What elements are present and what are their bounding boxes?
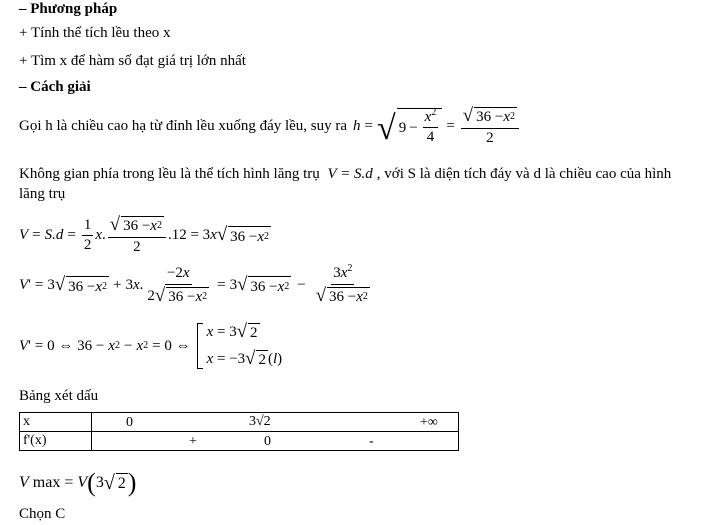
table-label-x: x xyxy=(20,413,92,432)
h-text: Gọi h là chiều cao hạ từ đỉnh lều xuống đáy lều, suy ra xyxy=(19,118,348,135)
table-values-x: 0 3√2 +∞ xyxy=(92,413,459,432)
v-max: V max = V ( 3 √ 2 ) xyxy=(19,468,137,497)
table-row xyxy=(20,432,459,451)
h-frac: √ 36 − x 2 2 xyxy=(461,107,519,147)
sign-table xyxy=(19,412,459,451)
table-title: Bảng xét dấu xyxy=(19,388,99,404)
h-sqrt: √ 9 − $\frac{x^2}{4}$ xyxy=(377,108,442,147)
v-text-1: Không gian phía trong lều là thể tích hình lăng trụ xyxy=(19,166,320,182)
heading-method: – Phương pháp xyxy=(19,1,118,17)
table-values-fprime: + 0 - xyxy=(92,432,459,451)
table-row xyxy=(20,413,459,432)
v-derivative-zero: V ' = 0 ⇔ 36 − x 2 − x 2 = 0 ⇔ x = 3 √ 2 x = −3 √ 2 (l) xyxy=(19,321,283,370)
step-2: + Tìm x để hàm số đạt giá trị lớn nhất xyxy=(19,53,246,69)
table-label-fprime: f'(x) xyxy=(20,432,92,451)
v-definition-line xyxy=(19,167,671,182)
v-text-3: lăng trụ xyxy=(19,186,66,202)
v-derivative: V ' = 3 √ 36 − x 2 + 3 x . −2x 2 √ 36 − x 2 = 3 √ 36 − x 2 − $3x^2$ √ 36 − x 2 xyxy=(19,263,368,306)
v-formula: V = S.d = $\frac{1}{2}$ x . √ 36 − x 2 2 .12 = 3 x √ 36 − x 2 xyxy=(19,214,270,255)
h-formula-line: Gọi h là chiều cao hạ từ đỉnh lều xuống đáy lều, suy ra h = √ 9 − $\frac{x^2}{4}$ = √ 36 − x 2 2 xyxy=(19,107,521,147)
h-var: h xyxy=(353,118,361,135)
step-1: + Tính thể tích lều theo x xyxy=(19,25,171,41)
v-eq-inline: V = S.d xyxy=(327,166,373,182)
heading-solution: – Cách giải xyxy=(19,79,91,95)
v-text-2: , với S là diện tích đáy và d là chiều cao của hình xyxy=(376,166,672,182)
answer: Chọn C xyxy=(19,506,66,522)
